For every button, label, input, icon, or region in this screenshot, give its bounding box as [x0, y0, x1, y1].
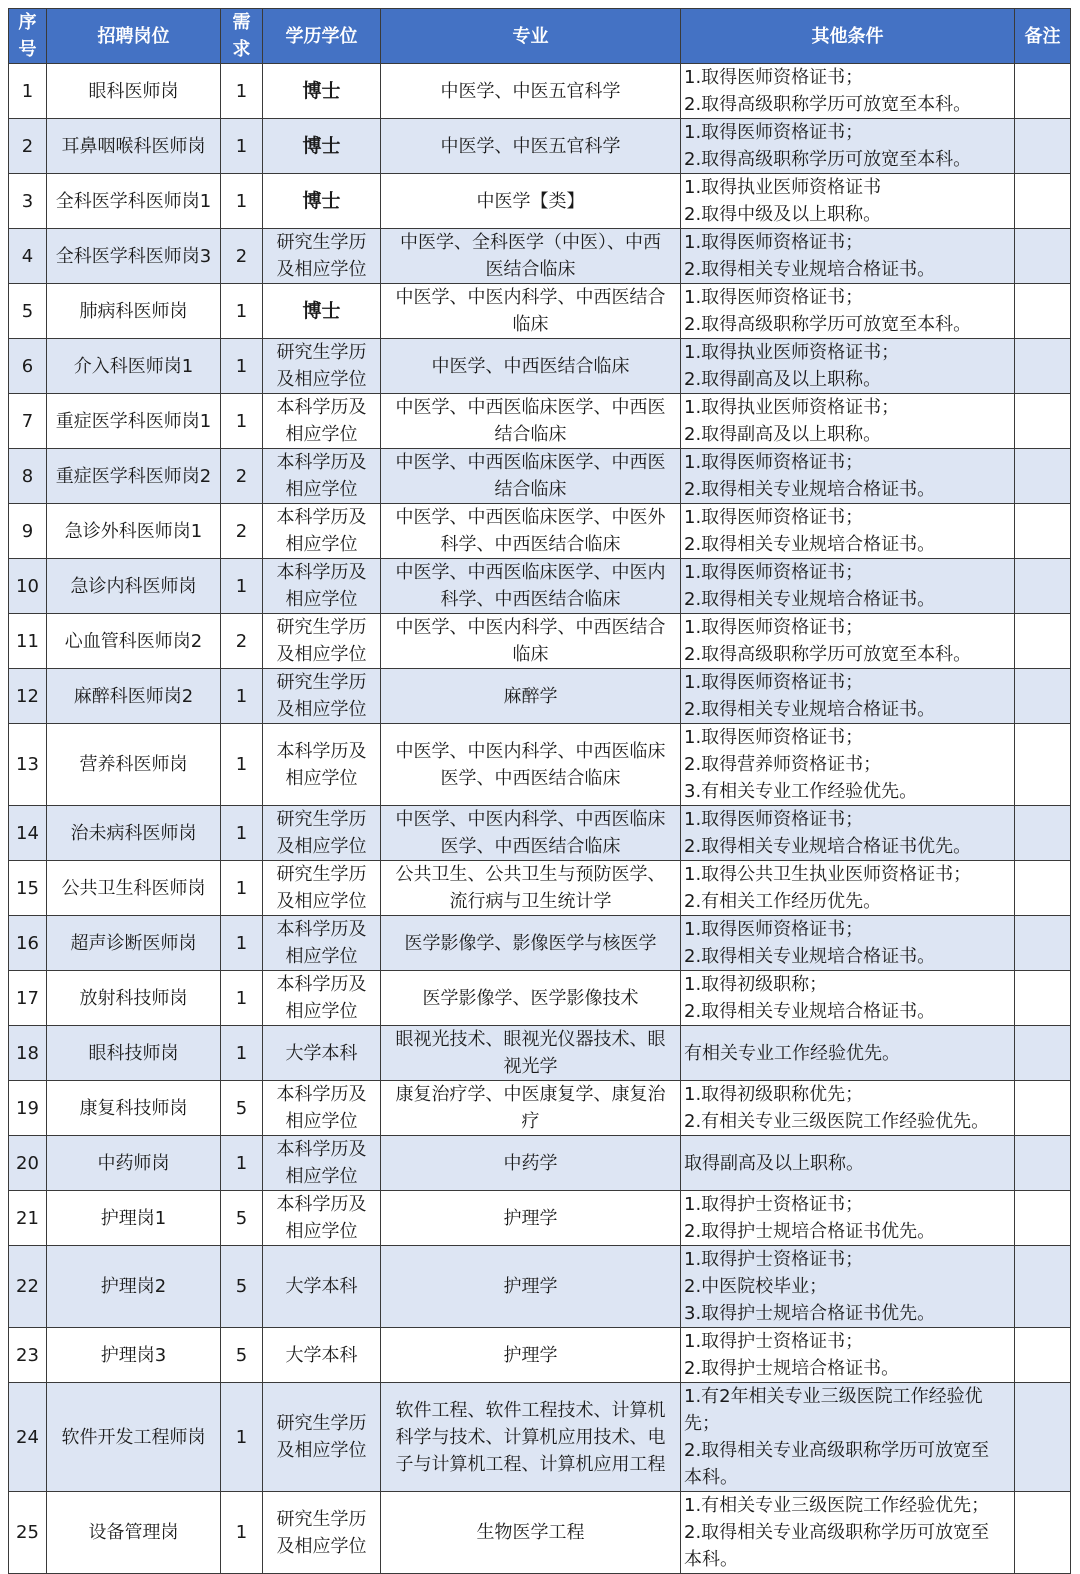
cell-count: 2	[221, 504, 263, 559]
cell-count: 1	[221, 1383, 263, 1492]
cell-education: 研究生学历 及相应学位	[263, 1383, 381, 1492]
cell-education: 本科学历及 相应学位	[263, 559, 381, 614]
table-row	[9, 1136, 1071, 1191]
cell-index: 21	[9, 1191, 47, 1246]
cell-position: 全科医学科医师岗3	[47, 229, 221, 284]
cell-education: 博士	[263, 174, 381, 229]
cell-count: 1	[221, 1026, 263, 1081]
cell-conditions: 有相关专业工作经验优先。	[681, 1026, 1015, 1081]
table-row	[9, 971, 1071, 1026]
cell-index: 20	[9, 1136, 47, 1191]
table-row	[9, 174, 1071, 229]
cell-position: 护理岗1	[47, 1191, 221, 1246]
cell-education: 本科学历及 相应学位	[263, 971, 381, 1026]
cell-conditions: 1.有相关专业三级医院工作经验优先； 2.取得相关专业高级职称学历可放宽至 本科。	[681, 1492, 1015, 1574]
cell-count: 1	[221, 64, 263, 119]
cell-notes	[1015, 64, 1071, 119]
cell-major: 中医学、中西医临床医学、中西医 结合临床	[381, 449, 681, 504]
cell-conditions: 1.取得执业医师资格证书； 2.取得副高及以上职称。	[681, 339, 1015, 394]
cell-position: 重症医学科医师岗2	[47, 449, 221, 504]
cell-conditions: 1.取得医师资格证书； 2.取得相关专业规培合格证书优先。	[681, 806, 1015, 861]
cell-major: 中医学、中医内科学、中西医临床 医学、中西医结合临床	[381, 724, 681, 806]
table-row	[9, 284, 1071, 339]
cell-position: 重症医学科医师岗1	[47, 394, 221, 449]
cell-conditions: 1.取得医师资格证书； 2.取得相关专业规培合格证书。	[681, 559, 1015, 614]
cell-position: 超声诊断医师岗	[47, 916, 221, 971]
cell-index: 19	[9, 1081, 47, 1136]
cell-index: 12	[9, 669, 47, 724]
table-row	[9, 806, 1071, 861]
cell-index: 2	[9, 119, 47, 174]
cell-count: 5	[221, 1246, 263, 1328]
table-row	[9, 394, 1071, 449]
cell-education: 博士	[263, 284, 381, 339]
cell-notes	[1015, 1026, 1071, 1081]
cell-education: 本科学历及 相应学位	[263, 916, 381, 971]
cell-count: 2	[221, 449, 263, 504]
cell-notes	[1015, 229, 1071, 284]
cell-position: 护理岗2	[47, 1246, 221, 1328]
cell-notes	[1015, 971, 1071, 1026]
cell-major: 公共卫生、公共卫生与预防医学、 流行病与卫生统计学	[381, 861, 681, 916]
cell-education: 研究生学历 及相应学位	[263, 1492, 381, 1574]
cell-index: 22	[9, 1246, 47, 1328]
cell-education: 研究生学历 及相应学位	[263, 339, 381, 394]
cell-education: 本科学历及 相应学位	[263, 449, 381, 504]
cell-index: 8	[9, 449, 47, 504]
recruitment-table	[8, 8, 1071, 1574]
cell-position: 眼科技师岗	[47, 1026, 221, 1081]
cell-count: 2	[221, 229, 263, 284]
cell-position: 急诊内科医师岗	[47, 559, 221, 614]
cell-conditions: 1.取得初级职称优先； 2.有相关专业三级医院工作经验优先。	[681, 1081, 1015, 1136]
header-count: 需 求	[221, 9, 263, 64]
cell-count: 1	[221, 916, 263, 971]
table-row	[9, 1191, 1071, 1246]
cell-conditions: 1.取得护士资格证书； 2.中医院校毕业； 3.取得护士规培合格证书优先。	[681, 1246, 1015, 1328]
cell-major: 康复治疗学、中医康复学、康复治 疗	[381, 1081, 681, 1136]
cell-conditions: 1.取得初级职称； 2.取得相关专业规培合格证书。	[681, 971, 1015, 1026]
cell-position: 康复科技师岗	[47, 1081, 221, 1136]
cell-count: 1	[221, 724, 263, 806]
cell-position: 眼科医师岗	[47, 64, 221, 119]
recruitment-table-container	[8, 8, 1070, 1574]
cell-position: 治未病科医师岗	[47, 806, 221, 861]
table-row	[9, 916, 1071, 971]
cell-notes	[1015, 1136, 1071, 1191]
cell-conditions: 1.取得医师资格证书； 2.取得高级职称学历可放宽至本科。	[681, 614, 1015, 669]
table-row	[9, 339, 1071, 394]
table-row	[9, 229, 1071, 284]
cell-index: 3	[9, 174, 47, 229]
cell-notes	[1015, 119, 1071, 174]
table-row	[9, 861, 1071, 916]
cell-index: 9	[9, 504, 47, 559]
cell-major: 生物医学工程	[381, 1492, 681, 1574]
cell-position: 全科医学科医师岗1	[47, 174, 221, 229]
cell-index: 25	[9, 1492, 47, 1574]
cell-notes	[1015, 284, 1071, 339]
cell-count: 1	[221, 559, 263, 614]
cell-count: 1	[221, 119, 263, 174]
cell-count: 1	[221, 806, 263, 861]
cell-major: 中医学、中西医临床医学、中医内 科学、中西医结合临床	[381, 559, 681, 614]
cell-conditions: 1.取得公共卫生执业医师资格证书； 2.有相关工作经历优先。	[681, 861, 1015, 916]
cell-count: 1	[221, 174, 263, 229]
cell-conditions: 1.取得执业医师资格证书； 2.取得副高及以上职称。	[681, 394, 1015, 449]
cell-education: 本科学历及 相应学位	[263, 1191, 381, 1246]
cell-position: 麻醉科医师岗2	[47, 669, 221, 724]
cell-index: 11	[9, 614, 47, 669]
cell-count: 5	[221, 1081, 263, 1136]
cell-count: 1	[221, 339, 263, 394]
cell-notes	[1015, 339, 1071, 394]
table-row	[9, 1383, 1071, 1492]
cell-notes	[1015, 916, 1071, 971]
cell-index: 13	[9, 724, 47, 806]
cell-major: 护理学	[381, 1246, 681, 1328]
cell-major: 护理学	[381, 1191, 681, 1246]
cell-education: 本科学历及 相应学位	[263, 1081, 381, 1136]
cell-position: 耳鼻咽喉科医师岗	[47, 119, 221, 174]
cell-major: 护理学	[381, 1328, 681, 1383]
table-row	[9, 1328, 1071, 1383]
header-index: 序 号	[9, 9, 47, 64]
cell-position: 营养科医师岗	[47, 724, 221, 806]
cell-notes	[1015, 614, 1071, 669]
cell-major: 中医学、中医内科学、中西医临床 医学、中西医结合临床	[381, 806, 681, 861]
cell-notes	[1015, 724, 1071, 806]
cell-position: 设备管理岗	[47, 1492, 221, 1574]
cell-education: 研究生学历 及相应学位	[263, 806, 381, 861]
cell-notes	[1015, 394, 1071, 449]
cell-education: 本科学历及 相应学位	[263, 724, 381, 806]
table-row	[9, 1492, 1071, 1574]
cell-notes	[1015, 1328, 1071, 1383]
cell-index: 1	[9, 64, 47, 119]
cell-position: 放射科技师岗	[47, 971, 221, 1026]
header-education: 学历学位	[263, 9, 381, 64]
cell-index: 7	[9, 394, 47, 449]
cell-education: 大学本科	[263, 1026, 381, 1081]
table-row	[9, 449, 1071, 504]
header-position: 招聘岗位	[47, 9, 221, 64]
cell-major: 软件工程、软件工程技术、计算机 科学与技术、计算机应用技术、电 子与计算机工程、计算机应用工程	[381, 1383, 681, 1492]
table-row	[9, 1026, 1071, 1081]
cell-index: 6	[9, 339, 47, 394]
cell-notes	[1015, 806, 1071, 861]
cell-conditions: 1.取得医师资格证书； 2.取得相关专业规培合格证书。	[681, 504, 1015, 559]
cell-count: 5	[221, 1191, 263, 1246]
cell-count: 2	[221, 614, 263, 669]
cell-conditions: 1.取得护士资格证书； 2.取得护士规培合格证书优先。	[681, 1191, 1015, 1246]
cell-education: 博士	[263, 64, 381, 119]
table-row	[9, 559, 1071, 614]
cell-index: 4	[9, 229, 47, 284]
table-header-row	[9, 9, 1071, 64]
cell-conditions: 1.取得医师资格证书； 2.取得相关专业规培合格证书。	[681, 669, 1015, 724]
cell-notes	[1015, 1246, 1071, 1328]
table-row	[9, 504, 1071, 559]
cell-conditions: 1.取得医师资格证书； 2.取得高级职称学历可放宽至本科。	[681, 284, 1015, 339]
cell-index: 17	[9, 971, 47, 1026]
cell-major: 中医学、全科医学（中医）、中西 医结合临床	[381, 229, 681, 284]
cell-conditions: 1.取得医师资格证书； 2.取得高级职称学历可放宽至本科。	[681, 64, 1015, 119]
cell-count: 1	[221, 861, 263, 916]
cell-conditions: 1.有2年相关专业三级医院工作经验优 先； 2.取得相关专业高级职称学历可放宽至 本科。	[681, 1383, 1015, 1492]
cell-major: 麻醉学	[381, 669, 681, 724]
cell-index: 23	[9, 1328, 47, 1383]
cell-education: 研究生学历 及相应学位	[263, 669, 381, 724]
cell-count: 1	[221, 284, 263, 339]
table-row	[9, 119, 1071, 174]
table-row	[9, 614, 1071, 669]
cell-index: 10	[9, 559, 47, 614]
cell-conditions: 1.取得医师资格证书； 2.取得营养师资格证书； 3.有相关专业工作经验优先。	[681, 724, 1015, 806]
cell-notes	[1015, 669, 1071, 724]
cell-education: 研究生学历 及相应学位	[263, 614, 381, 669]
cell-major: 医学影像学、医学影像技术	[381, 971, 681, 1026]
cell-notes	[1015, 449, 1071, 504]
table-row	[9, 669, 1071, 724]
cell-position: 心血管科医师岗2	[47, 614, 221, 669]
cell-notes	[1015, 504, 1071, 559]
cell-position: 护理岗3	[47, 1328, 221, 1383]
table-row	[9, 1246, 1071, 1328]
cell-count: 1	[221, 669, 263, 724]
table-row	[9, 1081, 1071, 1136]
cell-major: 中医学、中医五官科学	[381, 119, 681, 174]
cell-count: 1	[221, 394, 263, 449]
cell-position: 介入科医师岗1	[47, 339, 221, 394]
cell-position: 急诊外科医师岗1	[47, 504, 221, 559]
cell-education: 研究生学历 及相应学位	[263, 861, 381, 916]
cell-position: 公共卫生科医师岗	[47, 861, 221, 916]
cell-conditions: 1.取得执业医师资格证书 2.取得中级及以上职称。	[681, 174, 1015, 229]
cell-education: 研究生学历 及相应学位	[263, 229, 381, 284]
cell-major: 中医学、中西医结合临床	[381, 339, 681, 394]
cell-count: 5	[221, 1328, 263, 1383]
table-row	[9, 64, 1071, 119]
cell-count: 1	[221, 1136, 263, 1191]
cell-count: 1	[221, 971, 263, 1026]
cell-index: 24	[9, 1383, 47, 1492]
cell-index: 15	[9, 861, 47, 916]
cell-major: 中医学、中西医临床医学、中医外 科学、中西医结合临床	[381, 504, 681, 559]
cell-education: 大学本科	[263, 1246, 381, 1328]
cell-major: 中医学、中医内科学、中西医结合 临床	[381, 284, 681, 339]
cell-index: 14	[9, 806, 47, 861]
cell-conditions: 1.取得医师资格证书； 2.取得相关专业规培合格证书。	[681, 229, 1015, 284]
cell-notes	[1015, 1492, 1071, 1574]
cell-conditions: 1.取得医师资格证书； 2.取得相关专业规培合格证书。	[681, 916, 1015, 971]
cell-major: 中医学【类】	[381, 174, 681, 229]
cell-major: 医学影像学、影像医学与核医学	[381, 916, 681, 971]
cell-notes	[1015, 861, 1071, 916]
cell-position: 软件开发工程师岗	[47, 1383, 221, 1492]
cell-notes	[1015, 1081, 1071, 1136]
header-conditions: 其他条件	[681, 9, 1015, 64]
cell-conditions: 1.取得医师资格证书； 2.取得高级职称学历可放宽至本科。	[681, 119, 1015, 174]
cell-education: 博士	[263, 119, 381, 174]
cell-education: 本科学历及 相应学位	[263, 1136, 381, 1191]
cell-index: 5	[9, 284, 47, 339]
cell-major: 中医学、中医五官科学	[381, 64, 681, 119]
cell-count: 1	[221, 1492, 263, 1574]
header-notes: 备注	[1015, 9, 1071, 64]
cell-notes	[1015, 559, 1071, 614]
cell-position: 肺病科医师岗	[47, 284, 221, 339]
cell-notes	[1015, 1191, 1071, 1246]
cell-position: 中药师岗	[47, 1136, 221, 1191]
cell-conditions: 1.取得医师资格证书； 2.取得相关专业规培合格证书。	[681, 449, 1015, 504]
cell-conditions: 取得副高及以上职称。	[681, 1136, 1015, 1191]
header-major: 专业	[381, 9, 681, 64]
cell-notes	[1015, 1383, 1071, 1492]
table-body	[9, 64, 1071, 1574]
cell-major: 中医学、中医内科学、中西医结合 临床	[381, 614, 681, 669]
cell-conditions: 1.取得护士资格证书； 2.取得护士规培合格证书。	[681, 1328, 1015, 1383]
cell-index: 16	[9, 916, 47, 971]
cell-education: 本科学历及 相应学位	[263, 504, 381, 559]
cell-major: 眼视光技术、眼视光仪器技术、眼 视光学	[381, 1026, 681, 1081]
cell-notes	[1015, 174, 1071, 229]
cell-major: 中医学、中西医临床医学、中西医 结合临床	[381, 394, 681, 449]
cell-major: 中药学	[381, 1136, 681, 1191]
table-row	[9, 724, 1071, 806]
cell-education: 本科学历及 相应学位	[263, 394, 381, 449]
cell-index: 18	[9, 1026, 47, 1081]
cell-education: 大学本科	[263, 1328, 381, 1383]
